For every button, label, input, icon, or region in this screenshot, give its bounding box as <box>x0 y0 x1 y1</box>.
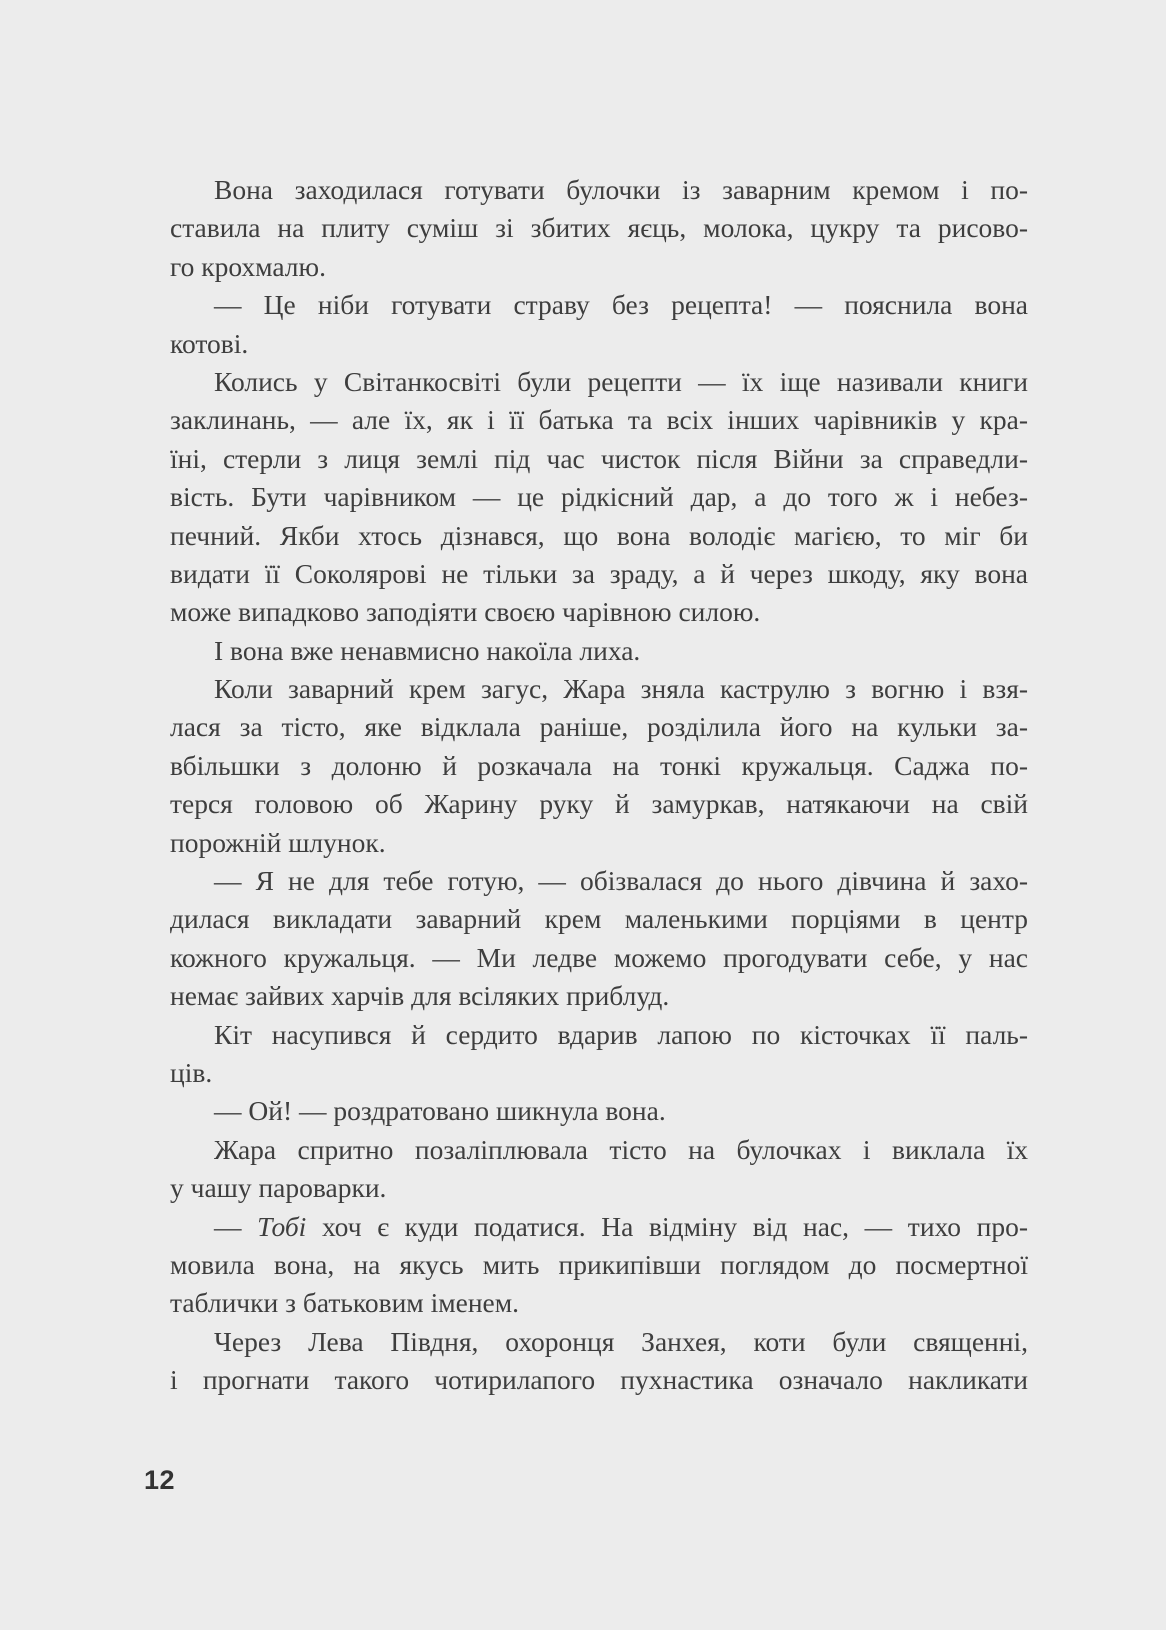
paragraph <box>170 862 1028 1016</box>
paragraph <box>170 363 1028 632</box>
text-line: терся головою об Жарину руку й замуркав, натякаючи на свій <box>170 788 1028 820</box>
text-line: печний. Якби хтось дізнався, що вона володіє магією, то міг би <box>170 519 1028 551</box>
paragraph <box>170 1016 1028 1093</box>
text-line: І вона вже ненавмисно накоїла лиха. <box>214 634 641 666</box>
text-line: Кіт насупився й сердито вдарив лапою по кісточках її паль- <box>214 1018 1028 1050</box>
paragraph <box>170 286 1028 363</box>
text-line: Через Лева Півдня, охоронця Занхея, коти були священні, <box>214 1325 1028 1357</box>
paragraph <box>170 670 1028 862</box>
text-line: дилася викладати заварний крем маленькими порціями в центр <box>170 903 1028 935</box>
text-line: — Це ніби готувати страву без рецепта! — пояснила вона <box>214 289 1028 321</box>
text-line: го крохмалю. <box>170 250 326 282</box>
text-line: вість. Бути чарівником — це рідкісний дар, а до того ж і небез- <box>170 481 1028 513</box>
text-line: у чашу пароварки. <box>170 1172 387 1204</box>
body-text <box>170 171 1028 1400</box>
text-line: їні, стерли з лиця землі під час чисток після Війни за справедли- <box>170 442 1028 474</box>
paragraph <box>170 1208 1028 1323</box>
text-line: може випадково заподіяти своєю чарівною силою. <box>170 596 761 628</box>
text-line: лася за тісто, яке відклала раніше, розділила його на кульки за- <box>170 711 1028 743</box>
page-number: 12 <box>144 1465 176 1495</box>
text-line: ставила на плиту суміш зі збитих яєць, молока, цукру та рисово- <box>170 212 1028 244</box>
text-line: немає зайвих харчів для всіляких приблуд. <box>170 980 670 1012</box>
text-line: ців. <box>170 1056 213 1088</box>
paragraph <box>170 632 1028 670</box>
text-line: — Я не для тебе готую, — обізвалася до нього дівчина й захо- <box>214 865 1028 897</box>
paragraph <box>170 171 1028 286</box>
text-line: порожній шлунок. <box>170 826 386 858</box>
text-line: Колись у Світанкосвіті були рецепти — їх іще називали книги <box>214 365 1028 397</box>
text-line: Вона заходилася готувати булочки із заварним кремом і по- <box>214 174 1028 205</box>
text-line: кожного кружальця. — Ми ледве можемо прогодувати себе, у нас <box>170 941 1028 973</box>
text-line: котові. <box>170 327 249 359</box>
text-line: Коли заварний крем загус, Жара зняла каструлю з вогню і взя- <box>214 673 1028 705</box>
text-line: — Ой! — роздратовано шикнула вона. <box>214 1095 666 1127</box>
text-line: — Тобі хоч є куди податися. На відміну від нас, — тихо про- <box>214 1210 1029 1242</box>
text-line: Жара спритно позаліплювала тісто на булочках і виклала їх <box>214 1133 1028 1165</box>
text-line: і прогнати такого чотирилапого пухнастика означало накликати <box>170 1364 1028 1396</box>
paragraph <box>170 1323 1028 1400</box>
text-line: таблички з батьковим іменем. <box>170 1287 520 1319</box>
text-line: мовила вона, на якусь мить прикипівши поглядом до посмертної <box>170 1248 1028 1280</box>
text-line: вбільшки з долоню й розкачала на тонкі кружальця. Саджа по- <box>170 749 1028 781</box>
text-line: заклинань, — але їх, як і її батька та всіх інших чарівників у кра- <box>170 404 1028 436</box>
text-line: видати її Соколярові не тільки за зраду, а й через шкоду, яку вона <box>170 557 1028 589</box>
paragraph <box>170 1092 1028 1130</box>
paragraph <box>170 1131 1028 1208</box>
